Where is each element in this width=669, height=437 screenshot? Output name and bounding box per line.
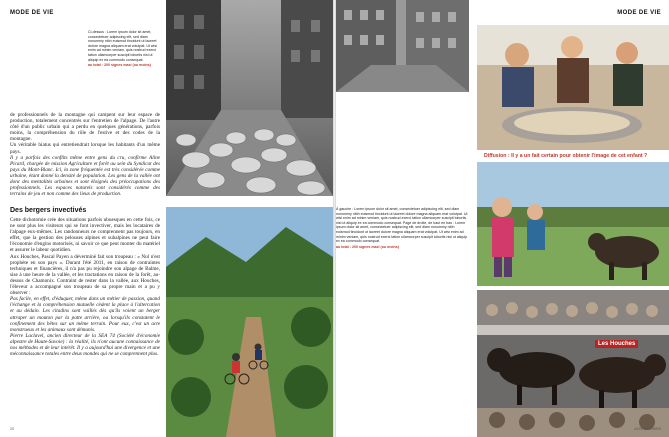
body-text-intro — [10, 112, 160, 197]
caption-credit: au total : 200 signes maxi (ou moins) — [88, 63, 151, 68]
photo-caption-right — [336, 207, 468, 249]
editorial-question: Diffusion : Il y a un fait certain pour obtenir l'image de cet enfant ? — [484, 153, 648, 159]
food-serving-photo — [477, 25, 669, 150]
rubric-right: MODE DE VIE — [617, 10, 661, 16]
pull-quote: Il y a parfois des conflits même entre gens du cru, confirme Aline Picard, chargée de mission Agriculture et forêt au sein du Syndicat des pays du Mont-Blanc. Ici, la zone fréquentée est très considérée comme urbaine, étant donné la densité de population. Les gens de la vallée ont donc des mentalités urbaines et sont éloignés des préoccupations des professionnels. Les espaces naturels sont considérés comme des terrains de jeu et non comme des lieux de production. — [10, 154, 160, 198]
folio-right: ALPES LOISIRS — [634, 427, 661, 431]
body-paragraph: Un véritable hiatus qui entretiendrait lorsque les habitants d'un même pays. — [10, 142, 160, 155]
cow-show-photo — [477, 290, 669, 437]
banner-sign: Les Houches — [595, 340, 638, 348]
body-paragraph: Pierre Laclavel, ancien directeur de la SEA 74 (Société d'économie alpestre de Haute-Savoie) : la réalité, ils n'ont aucune connaissance de nos méthodes et de leur intérêt. Il y a aujourd'hui une divergence et une méconnaissance totales entre deux mondes qui ne se comprennent plus. — [10, 332, 160, 358]
subheading: Des bergers invectivés — [10, 207, 87, 214]
caption-text: Ci-dessus : Lorem ipsum dolor sit amet, consectetuer adipiscing elit, sed diam nonummy nibh euismod tincidunt ut laoreet dolore magna aliquam erat volutpat. Ut wisi enim ad minim veniam, quis nostrud exerci tation ullamcorper suscipit lobortis nisl ut aliquip ex ea commodo consequat. — [88, 30, 157, 62]
sheep-street-photo — [166, 0, 333, 196]
body-paragraph: Pas facile, en effet, d'éduquer, même dans un métier de passion, quand l'échange et la compréhension mutuelle cèdent la place à l'altercation et au dédain. Les citadins sont vaillés dès qu'ils voient un berger attraper un mouton par la patte arrière, ou lorsqu'ils constatent le confinement des bêtes sur un même terrain. Pour eux, c'est un acte monstrueux et les animaux sont démunis. — [10, 296, 160, 333]
street-photo — [336, 0, 469, 92]
child-goat-photo — [477, 162, 669, 286]
left-page — [0, 0, 333, 437]
folio-left: 20 — [10, 427, 14, 431]
rubric-left: MODE DE VIE — [10, 10, 54, 16]
photo-caption-left — [88, 30, 160, 68]
caption-credit: au total : 200 signes maxi (ou moins) — [336, 244, 399, 249]
body-paragraph: Cette dichotomie crée des situations parfois ubuesques en cette fois, ce ne sont plus les visiteurs qui se font invectiver, mais les locataires de l'alpage eux-mêmes. Les randonneurs ne comprennent pas toujours, en effet, que la gestion des pelouses alpines et subalpines ne peut faire l'économie d'engins motorisés, ni savoir ce que peut monter du matériel et assurer le labeur quotidien. — [10, 217, 160, 254]
right-page — [336, 0, 669, 437]
caption-text: À gauche : Lorem ipsum dolor sit amet, consectetuer adipiscing elit, sed diam nonummy nibh euismod tincidunt ut laoreet dolore magna aliquam erat volutpat. Ut wisi enim ad minim veniam, quis nostrud exerci tation ullamcorper suscipit lobortis nisl ut aliquip ex ea commodo consequat. Page de droite, de haut en bas : Lorem ipsum dolor sit amet, consectetuer adipiscing elit, sed diam nonummy nibh euismod tincidunt ut laoreet dolore magna aliquam erat volutpat. Ut wisi enim ad minim veniam, quis nostrud exerci tation ullamcorper suscipit lobortis nisl ut aliquip ex ea commodo consequat. — [336, 207, 468, 244]
body-text-main — [10, 217, 160, 357]
body-paragraph: Aux Houches, Pascal Payen a déverminé fait son troupeau : « Nul n'est prophète en son pays ». Durant l'été 2011, en raison de contraintes techniques et financières, il n'a pas pu rejoindre son alpage de Balme, sise à une heure de la vallée, et les tractations en raison de la forêt, au-dessus de Chamonix. Contraint de rester dans la vallée, aux Houches, l'éleveur a accompagné son troupeau de sa propre main et a pu y observer : — [10, 253, 160, 297]
cyclists-photo — [166, 207, 333, 437]
body-paragraph: de professionnels de la montagne qui campent sur leur espace de production, totalement concentrés sur l'entretien de l'alpage. De l'autre côté d'un public urbain qui a perdu en quelques générations, parfois moins, la compréhension du rôle de l'estive et des codes de la montagne. — [10, 112, 160, 143]
